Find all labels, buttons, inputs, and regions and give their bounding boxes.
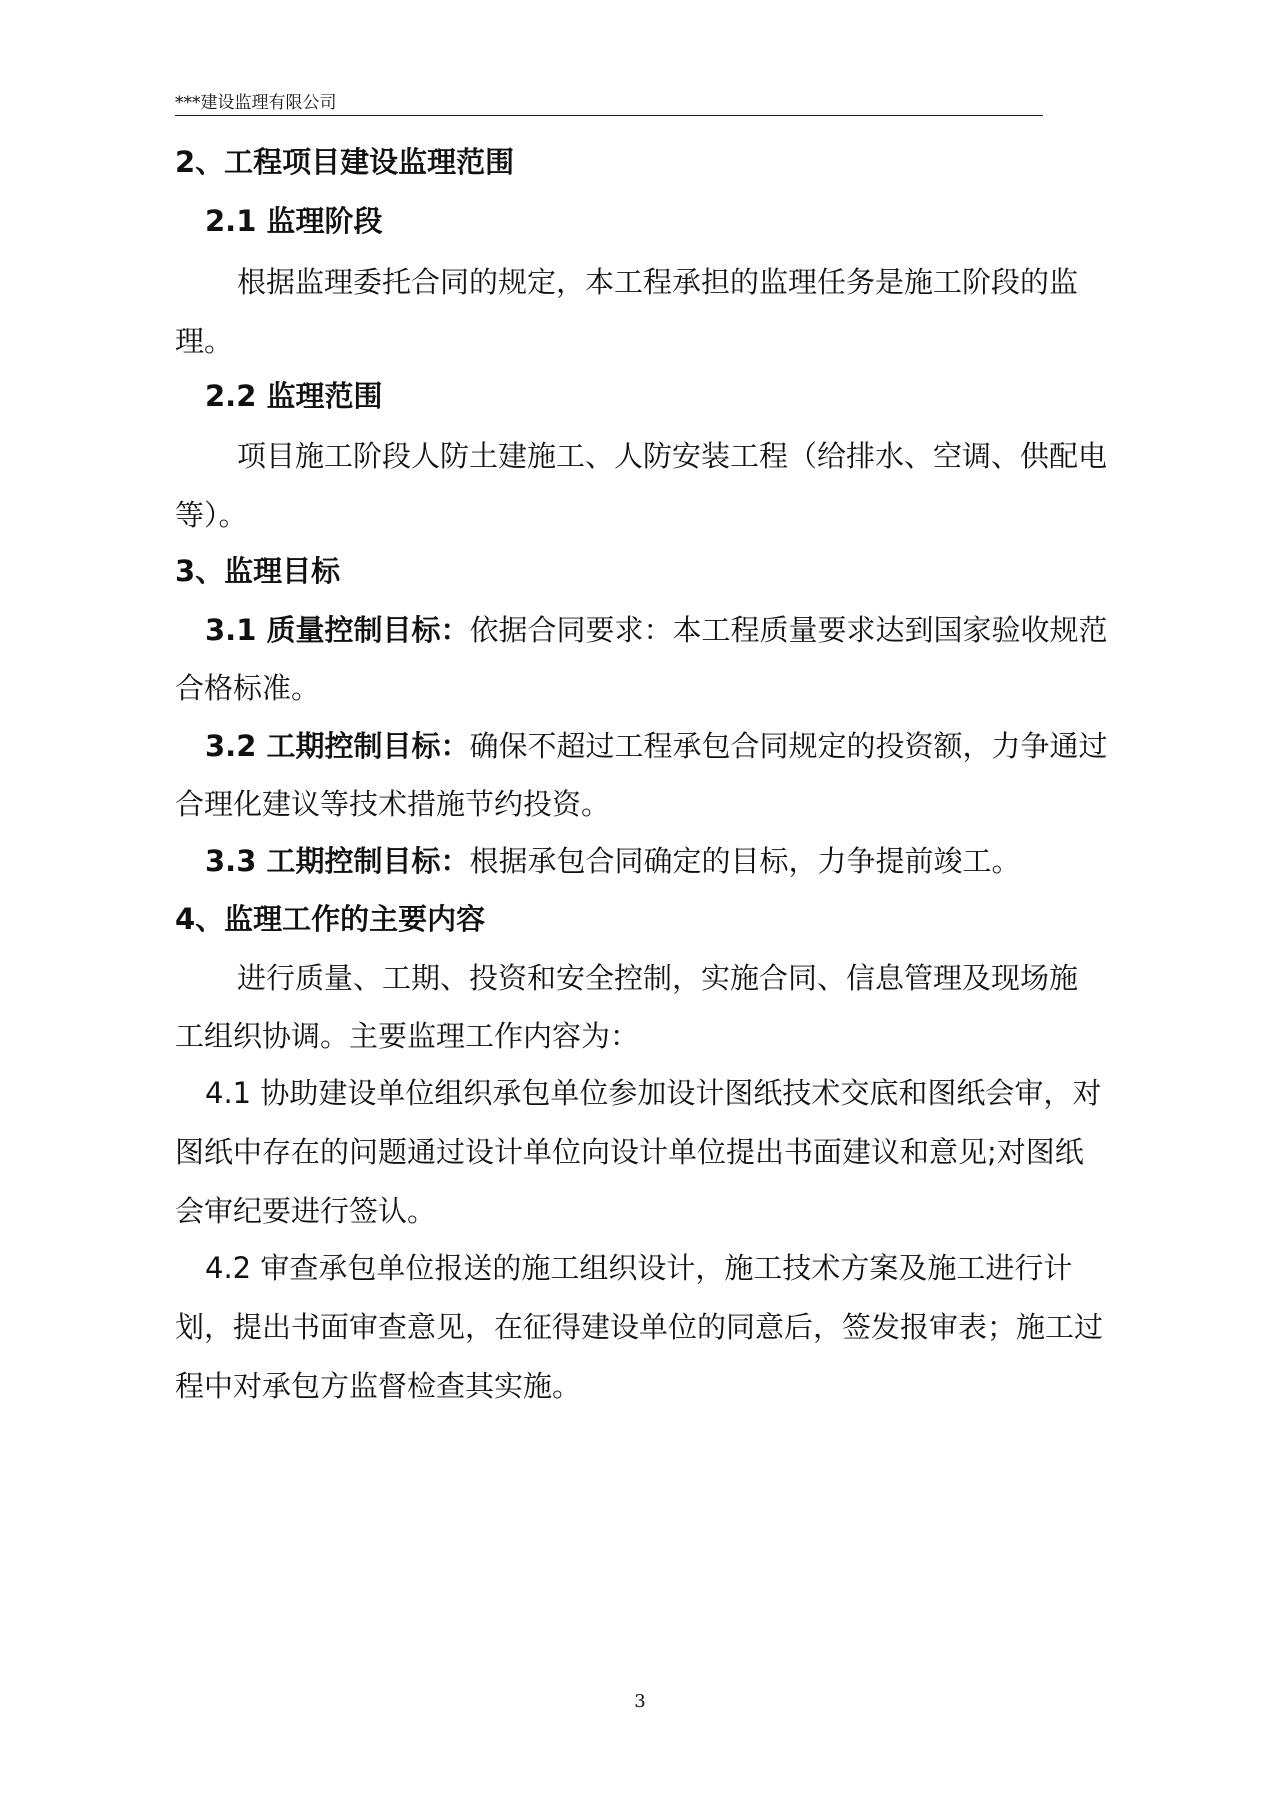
section-4-1-line-1: 4.1 协助建设单位组织承包单位参加设计图纸技术交底和图纸会审，对 [205, 1076, 1102, 1110]
section-4-1-line-3: 会审纪要进行签认。 [175, 1194, 437, 1228]
section-3-2-label: 3.2 工期控制目标： [205, 729, 470, 763]
section-3-2-line-2: 合理化建议等技术措施节约投资。 [175, 787, 611, 821]
section-4-2-line-3: 程中对承包方监督检查其实施。 [175, 1369, 582, 1403]
section-3-3-text: 根据承包合同确定的目标，力争提前竣工。 [469, 844, 1021, 878]
section-3-1-text: 依据合同要求：本工程质量要求达到国家验收规范 [469, 613, 1108, 647]
section-2-1-para-line-1: 根据监理委托合同的规定，本工程承担的监理任务是施工阶段的监 [237, 265, 1079, 299]
section-3-3-line-1 [205, 843, 1165, 879]
page-header [175, 93, 1043, 116]
section-3-3-label: 3.3 工期控制目标： [205, 844, 470, 878]
section-2-heading: 2、工程项目建设监理范围 [175, 145, 515, 179]
section-3-2-line-1 [205, 728, 1165, 764]
section-3-heading: 3、监理目标 [175, 554, 341, 588]
section-4-para-line-2: 工组织协调。主要监理工作内容为： [175, 1019, 640, 1053]
section-4-2-line-1: 4.2 审查承包单位报送的施工组织设计，施工技术方案及施工进行计 [205, 1251, 1073, 1285]
section-2-2-para-line-2: 等）。 [175, 498, 248, 532]
section-3-1-line-1 [205, 612, 1165, 648]
section-2-2-para-line-1: 项目施工阶段人防土建施工、人防安装工程（给排水、空调、供配电 [237, 439, 1108, 473]
section-4-2-line-2: 划，提出书面审查意见，在征得建设单位的同意后，签发报审表；施工过 [175, 1310, 1104, 1344]
section-4-heading: 4、监理工作的主要内容 [175, 902, 486, 936]
section-2-1-heading: 2.1 监理阶段 [205, 204, 383, 238]
section-4-para-line-1: 进行质量、工期、投资和安全控制，实施合同、信息管理及现场施 [237, 961, 1079, 995]
section-3-1-label: 3.1 质量控制目标： [205, 613, 470, 647]
page-number: 3 [634, 1691, 646, 1712]
section-2-1-para-line-2: 理。 [175, 324, 234, 358]
section-3-1-line-2: 合格标准。 [175, 671, 321, 705]
company-name: ***建设监理有限公司 [175, 93, 337, 113]
section-2-2-heading: 2.2 监理范围 [205, 379, 383, 413]
section-4-1-line-2: 图纸中存在的问题通过设计单位向设计单位提出书面建议和意见;对图纸 [175, 1135, 1084, 1169]
section-3-2-text: 确保不超过工程承包合同规定的投资额，力争通过 [469, 729, 1108, 763]
